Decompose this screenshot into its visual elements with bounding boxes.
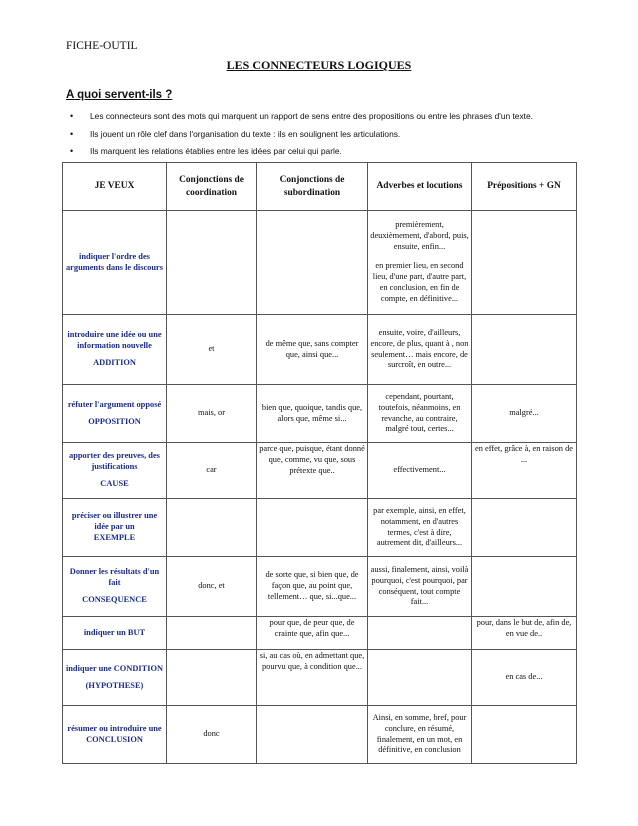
cell-coordination: donc, et: [167, 557, 257, 617]
cell-adverbes: ensuite, voire, d'ailleurs, encore, de plus, quant à , non seulement… mais encore, de surcroît, en outre...: [368, 315, 472, 385]
list-item: [66, 111, 533, 129]
category-label: (HYPOTHESE): [85, 680, 144, 690]
header-subordination: Conjonctions de subordination: [257, 163, 368, 211]
table-row: [63, 650, 577, 706]
cell-subordination: bien que, quoique, tandis que, alors que, même si...: [257, 385, 368, 443]
connectors-table: [62, 162, 577, 764]
table-row: [63, 385, 577, 443]
veux-text: indiquer un BUT: [83, 627, 146, 637]
table-row: [63, 443, 577, 499]
cell-je-veux: [63, 617, 167, 650]
cell-subordination: [257, 499, 368, 557]
cell-subordination: [257, 211, 368, 315]
veux-text: introduire une idée ou une information nouvelle: [67, 330, 162, 351]
cell-prepositions: pour, dans le but de, afin de, en vue de..: [472, 617, 577, 650]
cell-adverbes: cependant, pourtant, toutefois, néanmoins, en revanche, au contraire, malgré tout, certes...: [368, 385, 472, 443]
bullet-icon: •: [70, 128, 74, 139]
cell-adverbes: effectivement...: [368, 443, 472, 499]
table-row: [63, 499, 577, 557]
table-header-row: [63, 163, 577, 211]
cell-je-veux: [63, 499, 167, 557]
cell-je-veux: [63, 706, 167, 764]
cell-coordination: mais, or: [167, 385, 257, 443]
bullet-icon: •: [70, 146, 74, 156]
cell-coordination: [167, 650, 257, 706]
veux-text: réfuter l'argument opposé: [67, 399, 162, 409]
cell-adverbes: Ainsi, en somme, bref, pour conclure, en résumé, finalement, en un mot, en définitive, en conclusion: [368, 706, 472, 764]
cell-prepositions: [472, 706, 577, 764]
cell-je-veux: [63, 443, 167, 499]
cell-adverbes: [368, 617, 472, 650]
cell-coordination: car: [167, 443, 257, 499]
table-row: [63, 315, 577, 385]
category-label: ADDITION: [93, 357, 136, 367]
bullet-text: Ils jouent un rôle clef dans l'organisation du texte : ils en soulignent les articulations.: [90, 128, 401, 139]
header-coordination: Conjonctions de coordination: [167, 163, 257, 211]
cell-prepositions: [472, 211, 577, 315]
veux-text: apporter des preuves, des justifications: [69, 451, 160, 472]
page-title: LES CONNECTEURS LOGIQUES: [226, 58, 412, 72]
cell-subordination: [257, 706, 368, 764]
bullet-text: Les connecteurs sont des mots qui marquent un rapport de sens entre des propositions ou entre les phrases d'un texte.: [90, 111, 533, 121]
adverbes-text: premièrement, deuxièmement, d'abord, puis, ensuite, enfin...: [370, 220, 469, 252]
cell-adverbes: aussi, finalement, ainsi, voilà pourquoi, c'est pourquoi, par conséquent, tout compte fait...: [368, 557, 472, 617]
cell-prepositions: [472, 315, 577, 385]
veux-text: indiquer l'ordre des arguments dans le discours: [65, 251, 164, 272]
category-label: EXEMPLE: [93, 532, 136, 542]
cell-adverbes: [368, 650, 472, 706]
cell-adverbes: [368, 211, 472, 315]
category-label: CAUSE: [100, 478, 129, 488]
adverbes-text-2: en premier lieu, en second lieu, d'une part, d'autre part, en conclusion, en fin de compte, en définitive...: [372, 261, 467, 303]
bullet-icon: •: [70, 111, 74, 121]
table-row: [63, 211, 577, 315]
cell-coordination: [167, 617, 257, 650]
list-item: [66, 146, 533, 164]
cell-coordination: et: [167, 315, 257, 385]
cell-je-veux: [63, 650, 167, 706]
cell-je-veux: [63, 211, 167, 315]
cell-coordination: [167, 499, 257, 557]
table-row: [63, 557, 577, 617]
section-heading: A quoi servent-ils ?: [66, 89, 173, 101]
cell-prepositions: en cas de...: [472, 650, 577, 706]
cell-prepositions: malgré...: [472, 385, 577, 443]
header-prepositions: Prépositions + GN: [472, 163, 577, 211]
cell-je-veux: [63, 385, 167, 443]
cell-je-veux: [63, 315, 167, 385]
veux-text-line: préciser ou illustrer une idée par un: [71, 511, 158, 532]
cell-prepositions: [472, 557, 577, 617]
cell-subordination: parce que, puisque, étant donné que, comme, vu que, sous prétexte que..: [257, 443, 368, 499]
table-row: [63, 617, 577, 650]
veux-text: [65, 511, 164, 544]
veux-text: résumer ou introduire une CONCLUSION: [67, 723, 162, 744]
category-label: CONSEQUENCE: [82, 594, 147, 604]
cell-coordination: donc: [167, 706, 257, 764]
cell-subordination: de même que, sans compter que, ainsi que...: [257, 315, 368, 385]
cell-adverbes: par exemple, ainsi, en effet, notamment, en d'autres termes, c'est à dire, autrement dit, d'ailleurs...: [368, 499, 472, 557]
category-label: OPPOSITION: [88, 416, 141, 426]
cell-subordination: si, au cas où, en admettant que, pourvu que, à condition que...: [257, 650, 368, 706]
header-je-veux: JE VEUX: [63, 163, 167, 211]
cell-prepositions: en effet, grâce à, en raison de ...: [472, 443, 577, 499]
veux-text: indiquer une CONDITION: [65, 663, 164, 673]
cell-subordination: pour que, de peur que, de crainte que, afin que...: [257, 617, 368, 650]
header-adverbes: Adverbes et locutions: [368, 163, 472, 211]
cell-prepositions: [472, 499, 577, 557]
list-item: [66, 129, 533, 147]
bullet-text: Ils marquent les relations établies entre les idées par celui qui parle.: [90, 146, 342, 156]
cell-coordination: [167, 211, 257, 315]
intro-bullet-list: [66, 111, 533, 164]
document-label: FICHE-OUTIL: [66, 40, 138, 52]
cell-je-veux: [63, 557, 167, 617]
veux-text: Donner les résultats d'un fait: [69, 567, 160, 588]
table-row: [63, 706, 577, 764]
cell-subordination: de sorte que, si bien que, de façon que, au point que, tellement… que, si...que...: [257, 557, 368, 617]
